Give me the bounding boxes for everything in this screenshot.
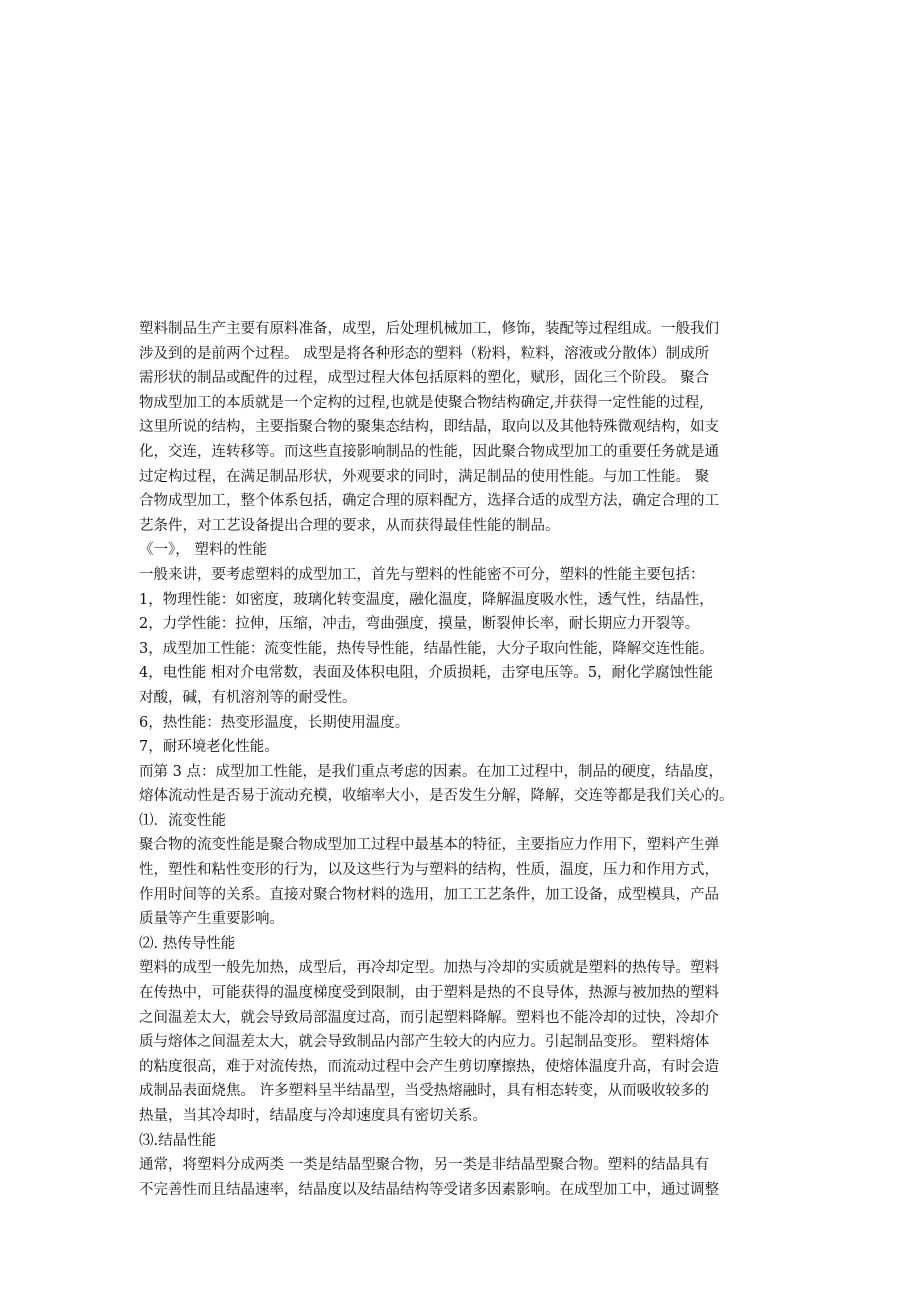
list-item: 7，耐环境老化性能。 bbox=[139, 739, 279, 756]
paragraph-line: 一般来讲，要考虑塑料的成型加工，首先与塑料的性能密不可分，塑料的性能主要包括： bbox=[139, 566, 705, 583]
paragraph-line: 热量，当其冷却时，结晶度与冷却速度具有密切关系。 bbox=[139, 1108, 487, 1124]
paragraph-line: 化，交连，连转移等。而这些直接影响制品的性能，因此聚合物成型加工的重要任务就是通 bbox=[139, 443, 719, 460]
paragraph-line: 在传热中，可能获得的温度梯度受到限制，由于塑料是热的不良导体，热源与被加热的塑料 bbox=[139, 985, 719, 1002]
paragraph-line: 不完善性而且结晶速率，结晶度以及结晶结构等受诸多因素影响。在成型加工中，通过调整 bbox=[139, 1181, 719, 1198]
paragraph-line: 涉及到的是前两个过程。 成型是将各种形态的塑料（粉料，粒料，溶液或分散体）制成所 bbox=[139, 345, 710, 362]
subsection-heading: ⑶.结晶性能 bbox=[139, 1132, 217, 1149]
paragraph-line: 聚合物的流变性能是聚合物成型加工过程中最基本的特征，主要指应力作用下，塑料产生弹 bbox=[139, 837, 719, 854]
subsection-heading: ⑵. 热传导性能 bbox=[139, 935, 236, 952]
paragraph-line: 这里所说的结构，主要指聚合物的聚集态结构，即结晶，取向以及其他特殊微观结构，如支 bbox=[139, 419, 719, 436]
paragraph-line: 的粘度很高，难于对流传热，而流动过程中会产生剪切摩擦热，使熔体温度升高，有时会造 bbox=[139, 1058, 719, 1075]
paragraph-line: 需形状的制品或配件的过程，成型过程大体包括原料的塑化，赋形，固化三个阶段。 聚合 bbox=[139, 370, 710, 387]
paragraph-line: 通常，将塑料分成两类 一类是结晶型聚合物，另一类是非结晶型聚合物。塑料的结晶具有 bbox=[139, 1157, 710, 1174]
paragraph-line: 质与熔体之间温差太大，就会导致制品内部产生较大的内应力。引起制品变形。 塑料熔体 bbox=[139, 1034, 710, 1051]
paragraph-line: 而第 3 点：成型加工性能，是我们重点考虑的因素。在加工过程中，制品的硬度，结晶度， bbox=[139, 763, 723, 780]
paragraph-line: 塑料制品生产主要有原料准备，成型，后处理机械加工，修饰，装配等过程组成。一般我们 bbox=[139, 321, 719, 337]
paragraph-line: 质量等产生重要影响。 bbox=[139, 911, 284, 928]
list-item: 6，热性能：热变形温度，长期使用温度。 bbox=[139, 714, 410, 731]
paragraph-line: 之间温差太大，就会导致局部温度过高，而引起塑料降解。塑料也不能冷却的过快，冷却介 bbox=[139, 1009, 719, 1026]
paragraph-line: 过定构过程，在满足制品形状，外观要求的同时，满足制品的使用性能。与加工性能。 聚 bbox=[139, 468, 710, 485]
list-item: 3，成型加工性能：流变性能，热传导性能，结晶性能，大分子取向性能，降解交连性能。 bbox=[139, 640, 714, 657]
list-item: 2，力学性能：拉伸，压缩，冲击，弯曲强度，摸量，断裂伸长率，耐长期应力开裂等。 bbox=[139, 616, 700, 633]
subsection-heading: ⑴．流变性能 bbox=[139, 812, 226, 829]
list-item: 对酸，碱，有机溶剂等的耐受性。 bbox=[139, 689, 357, 706]
section-heading: 《一》， 塑料的性能 bbox=[139, 542, 267, 559]
paragraph-line: 作用时间等的关系。直接对聚合物材料的选用，加工工艺条件，加工设备，成型模具，产品 bbox=[139, 886, 719, 903]
document-body bbox=[139, 317, 795, 1202]
paragraph-line: 合物成型加工，整个体系包括，确定合理的原料配方，选择合适的成型方法，确定合理的工 bbox=[139, 493, 719, 510]
paragraph-line: 成制品表面烧焦。 许多塑料呈半结晶型，当受热熔融时，具有相态转变，从而吸收较多的 bbox=[139, 1083, 710, 1100]
paragraph-line: 性，塑性和粘性变形的行为，以及这些行为与塑料的结构，性质，温度，压力和作用方式， bbox=[139, 862, 719, 879]
paragraph-line: 艺条件，对工艺设备提出合理的要求，从而获得最佳性能的制品。 bbox=[139, 517, 560, 534]
list-item: 1，物理性能：如密度，玻璃化转变温度，融化温度，降解温度吸水性，透气性，结晶性， bbox=[139, 591, 714, 608]
paragraph-line: 塑料的成型一般先加热，成型后，再冷却定型。加热与冷却的实质就是塑料的热传导。塑料 bbox=[139, 960, 719, 977]
paragraph-line: 熔体流动性是否易于流动充模，收缩率大小，是否发生分解，降解，交连等都是我们关心的。 bbox=[139, 788, 734, 805]
paragraph-line: 物成型加工的本质就是一个定构的过程,也就是使聚合物结构确定,并获得一定性能的过程, bbox=[139, 394, 704, 411]
list-item: 4，电性能 相对介电常数，表面及体积电阻，介质损耗，击穿电压等。5，耐化学腐蚀性能 bbox=[139, 665, 714, 682]
